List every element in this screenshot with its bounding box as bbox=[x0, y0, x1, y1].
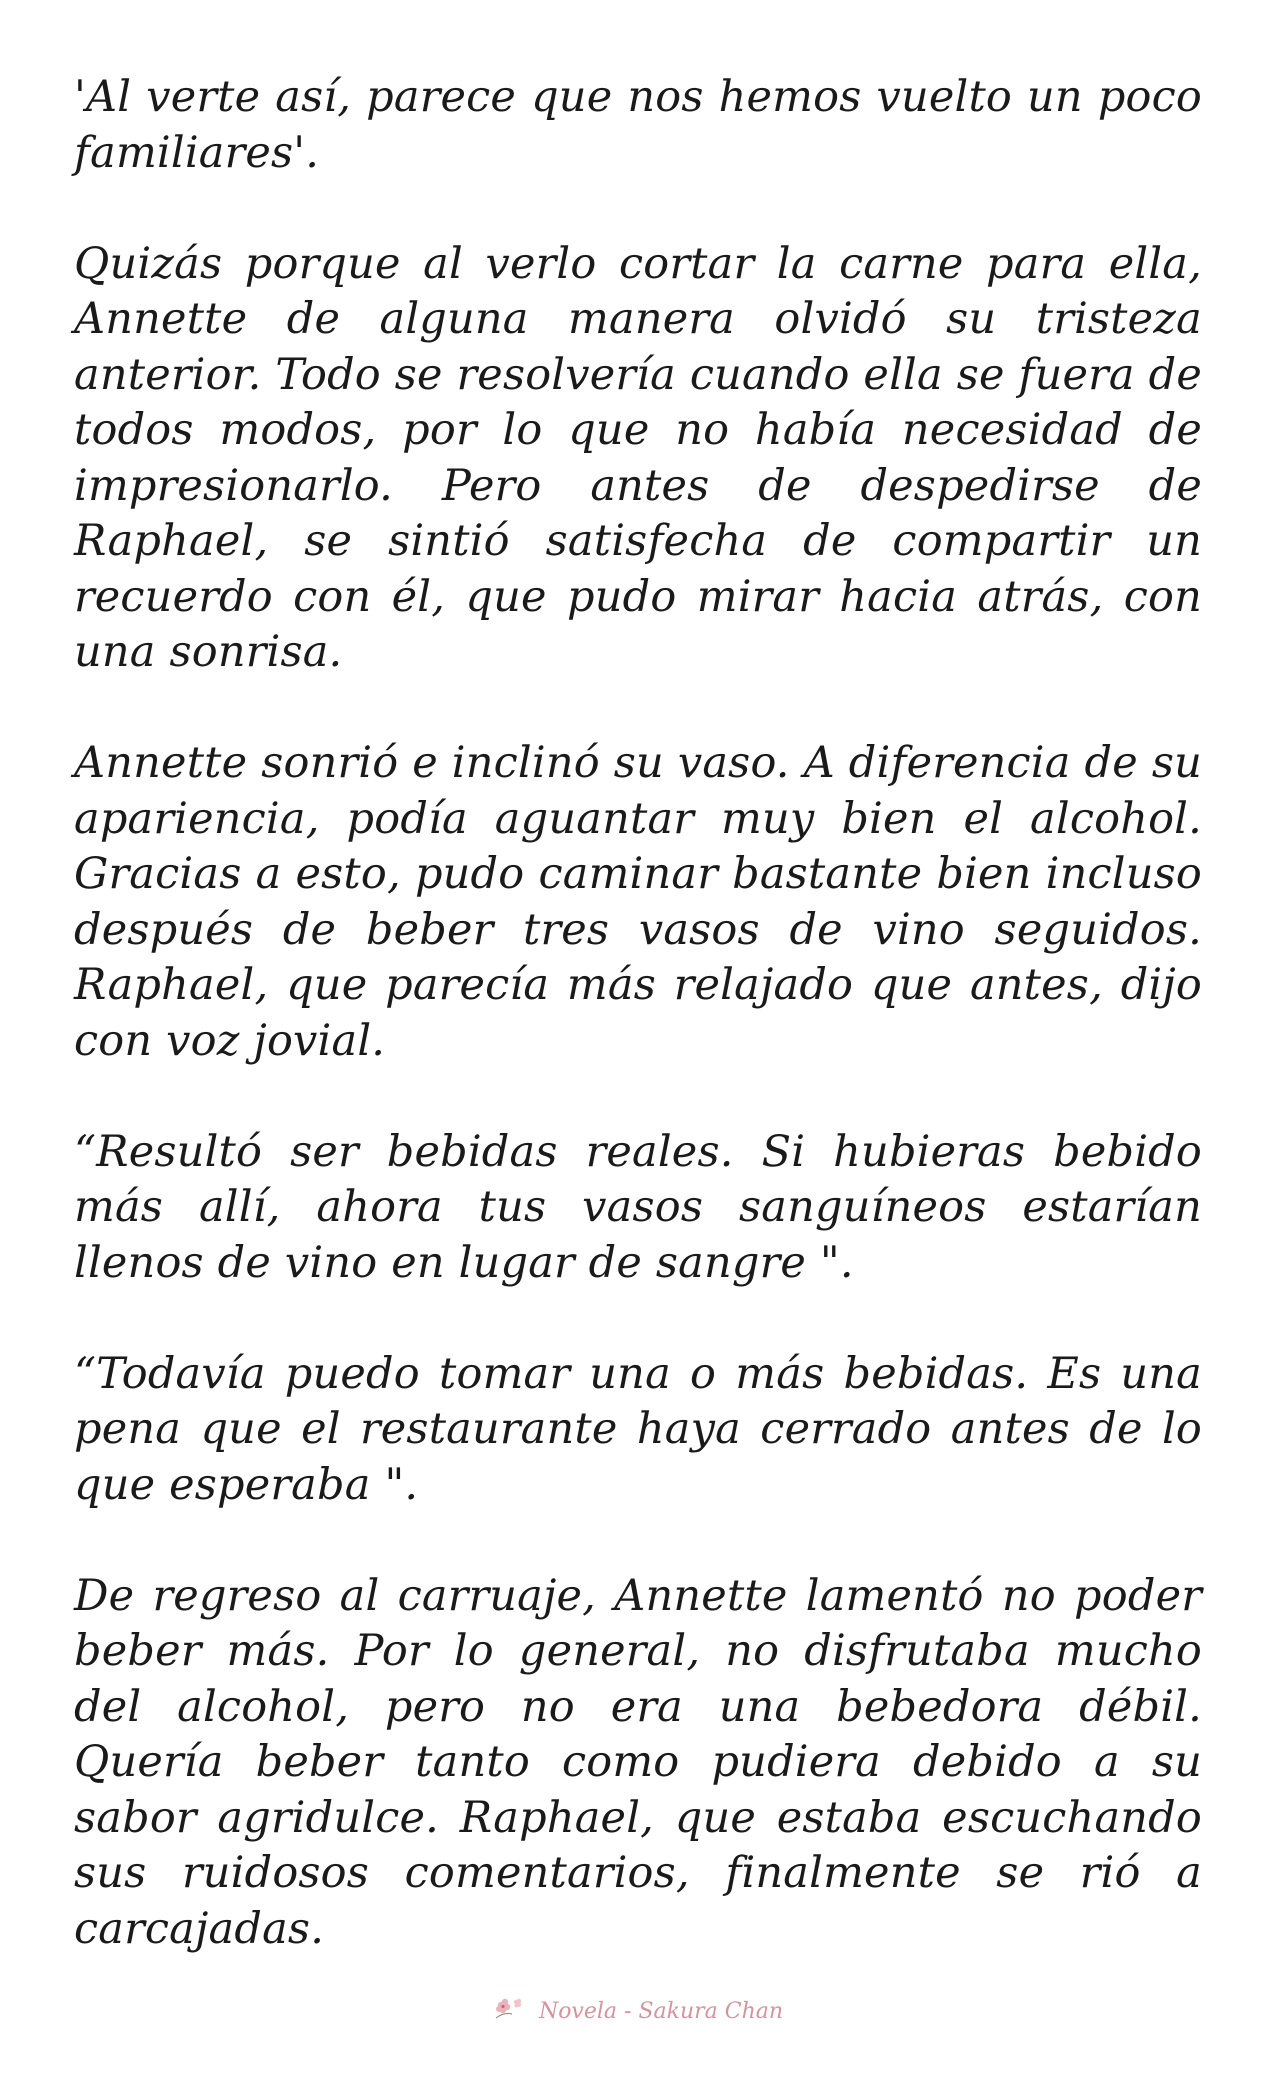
paragraph-2: Quizás porque al verlo cortar la carne para ella, Annette de alguna manera olvidó su tristeza anterior. Todo se resolvería cuando ella se fuera de todos modos, por lo que no había necesidad de impresionarlo. Pero antes de despedirse de Raphael, se sintió satisfecha de compartir un recuerdo con él, que pudo mirar hacia atrás, con una sonrisa. bbox=[74, 238, 1202, 677]
paragraph-5: “Todavía puedo tomar una o más bebidas. Es una pena que el restaurante haya cerrado antes de lo que esperaba ". bbox=[74, 1348, 1202, 1510]
text-column bbox=[74, 70, 1202, 2013]
sakura-flower-icon bbox=[492, 1996, 526, 2022]
watermark bbox=[0, 1996, 1275, 2024]
paragraph-3: Annette sonrió e inclinó su vaso. A diferencia de su apariencia, podía aguantar muy bien el alcohol. Gracias a esto, pudo caminar bastante bien incluso después de beber tres vasos de vino seguidos. Raphael, que parecía más relajado que antes, dijo con voz jovial. bbox=[74, 738, 1202, 1066]
watermark-text: Novela - Sakura Chan bbox=[538, 1999, 784, 2024]
paragraph-6: De regreso al carruaje, Annette lamentó no poder beber más. Por lo general, no disfrutaba mucho del alcohol, pero no era una bebedora débil. Quería beber tanto como pudiera debido a su sabor agridulce. Raphael, que estaba escuchando sus ruidosos comentarios, finalmente se rió a carcajadas. bbox=[74, 1570, 1202, 1954]
paragraph-4: “Resultó ser bebidas reales. Si hubieras bebido más allí, ahora tus vasos sanguíneos estarían llenos de vino en lugar de sangre ". bbox=[74, 1126, 1202, 1288]
paragraph-1: 'Al verte así, parece que nos hemos vuelto un poco familiares'. bbox=[74, 72, 1202, 178]
